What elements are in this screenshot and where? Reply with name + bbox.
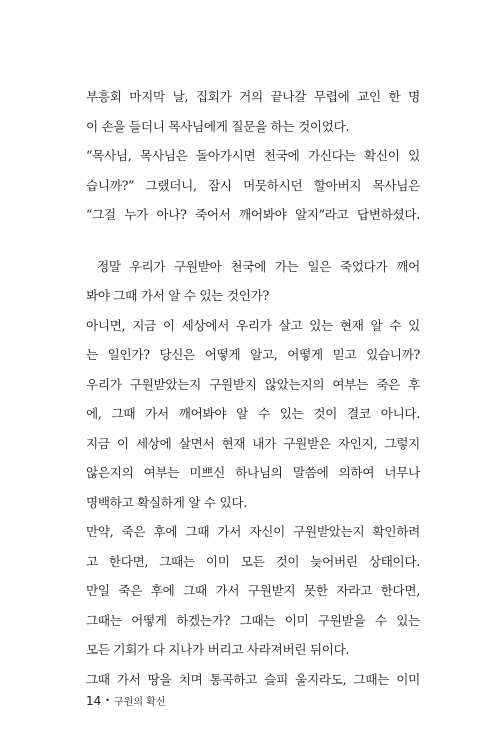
text-line: 이 손을 들더니 목사님에게 질문을 하는 것이었다. bbox=[86, 118, 350, 134]
text-line: 만일 죽은 후에 그때 가서 구원받지 못한 자라고 한다면, bbox=[86, 583, 420, 598]
text-line: 만약, 죽은 후에 그때 가서 자신이 구원받았는지 확인하려 bbox=[86, 524, 420, 539]
bullet-separator: • bbox=[105, 696, 110, 705]
text-line: 명백하고 확실하게 알 수 있다. bbox=[86, 494, 247, 510]
page-footer bbox=[86, 693, 165, 708]
text-line: 아니면, 지금 이 세상에서 우리가 살고 있는 현재 알 수 있 bbox=[86, 317, 420, 333]
text-line: 습니까?” 그랬더니, 잠시 머뭇하시던 할아버지 목사님은 bbox=[86, 177, 420, 193]
body-text bbox=[86, 82, 420, 694]
page-number: 14 bbox=[86, 694, 102, 708]
running-title: 구원의 확신 bbox=[114, 697, 166, 708]
text-line: 우리가 구원받았는지 구원받지 않았는지의 여부는 죽은 후 bbox=[86, 376, 420, 392]
text-line: 에, 그때 가서 깨어봐야 알 수 있는 것이 결코 아니다. bbox=[86, 406, 420, 421]
text-line: “그걸 누가 아나? 죽어서 깨어봐야 알지”라고 답변하셨다. bbox=[86, 207, 420, 222]
text-line: “목사님, 목사님은 돌아가시면 천국에 가신다는 확신이 있 bbox=[86, 148, 420, 163]
text-line: 지금 이 세상에 살면서 현재 내가 구원받은 자인지, 그렇지 bbox=[86, 435, 420, 451]
text-line: 고 한다면, 그때는 이미 모든 것이 늦어버린 상태이다. bbox=[86, 553, 420, 569]
text-line: 그때 가서 땅을 치며 통곡하고 슬피 울지라도, 그때는 이미 bbox=[86, 671, 420, 687]
text-line: 봐야 그때 가서 알 수 있는 것인가? bbox=[86, 288, 269, 303]
text-line: 모든 기회가 다 지나가 버리고 사라져버린 뒤이다. bbox=[86, 642, 350, 657]
text-line: 는 일인가? 당신은 어떻게 알고, 어떻게 믿고 있습니까? bbox=[86, 347, 420, 362]
paragraph-gap bbox=[86, 230, 420, 252]
text-line: 부흥회 마지막 날, 집회가 거의 끝나갈 무렵에 교인 한 명 bbox=[86, 89, 420, 104]
text-line: 않은지의 여부는 미쁘신 하나님의 말씀에 의하여 너무나 bbox=[86, 465, 420, 480]
text-line: 정말 우리가 구원받아 천국에 가는 일은 죽었다가 깨어 bbox=[97, 258, 420, 274]
text-line: 그때는 어떻게 하겠는가? 그때는 이미 구원받을 수 있는 bbox=[86, 612, 420, 628]
